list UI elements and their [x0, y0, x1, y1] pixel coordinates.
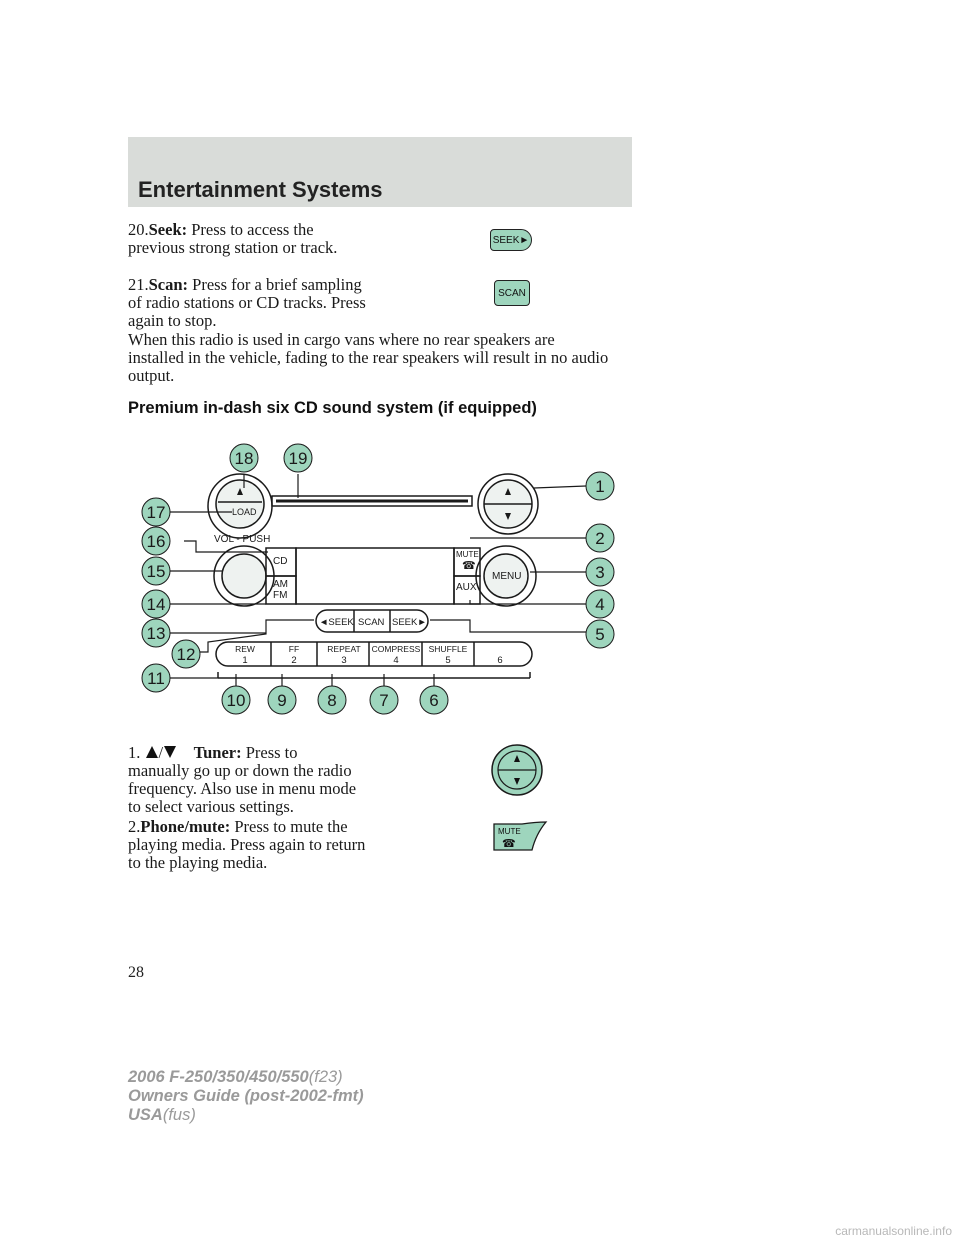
callout-17: 17 [146, 503, 166, 522]
callout-4: 4 [595, 595, 605, 614]
callout-5: 5 [595, 625, 605, 644]
document-footer [128, 1068, 364, 1125]
seek-right-label: SEEK► [392, 617, 427, 628]
aux-label: AUX [456, 582, 477, 593]
display-window [296, 548, 454, 604]
seek-description [128, 221, 337, 257]
item-term: Scan: [148, 275, 189, 294]
scan-icon-label: SCAN [498, 287, 526, 299]
callout-11: 11 [147, 669, 165, 688]
callout-15: 15 [146, 562, 166, 581]
callout-1: 1 [595, 477, 605, 496]
item-number: 1. [128, 743, 141, 762]
radio-diagram [128, 440, 632, 724]
item-number: 2. [128, 817, 141, 836]
cd-label: CD [273, 556, 288, 567]
item-text: of radio stations or CD tracks. Press [128, 293, 366, 312]
callout-2: 2 [595, 529, 605, 548]
callout-3: 3 [595, 563, 605, 582]
tuner-down-arrow-icon [163, 745, 177, 759]
cargo-van-note [128, 331, 608, 385]
phone-mute-description [128, 818, 365, 872]
note-line: When this radio is used in cargo vans where no rear speakers are [128, 330, 555, 349]
item-text: Press to mute the [230, 817, 348, 836]
fm-label: FM [273, 590, 288, 601]
callout-12: 12 [176, 645, 196, 664]
section-header-band [128, 137, 632, 207]
preset-number: 3 [341, 655, 347, 666]
item-term: Phone/mute: [140, 817, 231, 836]
watermark: carmanualsonline.info [835, 1224, 952, 1238]
note-line: installed in the vehicle, fading to the rear speakers will result in no audio [128, 348, 609, 367]
callout-19: 19 [288, 449, 308, 468]
preset-number: 2 [291, 655, 297, 666]
preset-name: COMPRESS [371, 644, 421, 654]
callout-16: 16 [146, 532, 166, 551]
phone-mute-button-icon [492, 820, 548, 852]
tuner-description [128, 744, 356, 816]
item-term: Seek: [148, 220, 188, 239]
volume-knob-inner [222, 554, 266, 598]
diagram-phone-icon: ☎ [462, 560, 476, 572]
preset-number: 1 [242, 655, 248, 666]
callout-10: 10 [226, 691, 246, 710]
item-number: 20. [128, 220, 149, 239]
tuner-knob-icon [490, 743, 544, 797]
footer-market: USA [128, 1106, 163, 1124]
callout-7: 7 [379, 691, 389, 710]
item-term: Tuner: [193, 743, 242, 762]
load-knob-inner [216, 480, 264, 528]
section-heading: Premium in-dash six CD sound system (if equipped) [128, 399, 537, 417]
scan-label: SCAN [358, 617, 385, 628]
scan-description [128, 276, 366, 330]
preset-number: 4 [393, 655, 399, 666]
item-text: to select various settings. [128, 797, 294, 816]
seek-icon-label: SEEK► [492, 234, 530, 246]
callout-6: 6 [429, 691, 439, 710]
item-text: previous strong station or track. [128, 238, 338, 257]
phone-icon: ☎ [502, 838, 516, 850]
callout-18: 18 [234, 449, 254, 468]
tuner-separator: / [158, 743, 164, 762]
note-line: output. [128, 366, 175, 385]
section-title: Entertainment Systems [138, 177, 383, 202]
preset-number: 5 [445, 655, 451, 666]
item-text: to the playing media. [128, 853, 268, 872]
scan-button-icon [494, 280, 530, 306]
seek-button-icon [490, 229, 532, 251]
item-text: playing media. Press again to return [128, 835, 366, 854]
vol-push-label: VOL - PUSH [214, 534, 271, 545]
preset-name: REW [235, 644, 255, 654]
item-text: frequency. Also use in menu mode [128, 779, 357, 798]
item-text: manually go up or down the radio [128, 761, 352, 780]
menu-label: MENU [492, 571, 522, 582]
callout-13: 13 [146, 624, 166, 643]
preset-name: SHUFFLE [428, 644, 468, 654]
callout-14: 14 [146, 595, 166, 614]
item-text: Press to access the [187, 220, 314, 239]
item-text: again to stop. [128, 311, 217, 330]
preset-name: FF [288, 644, 300, 654]
footer-market-code: (fus) [162, 1106, 196, 1124]
seek-left-label: ◄SEEK [319, 617, 354, 628]
preset-name: REPEAT [327, 644, 361, 654]
footer-guide: Owners Guide (post-2002-fmt) [128, 1087, 364, 1105]
load-label: LOAD [232, 507, 257, 517]
item-number: 21. [128, 275, 149, 294]
footer-code: (f23) [308, 1068, 343, 1086]
item-text: Press for a brief sampling [188, 275, 362, 294]
footer-model: 2006 F-250/350/450/550 [128, 1068, 309, 1086]
mute-icon-label: MUTE [498, 827, 521, 836]
page-number: 28 [128, 964, 144, 981]
item-text: Press to [241, 743, 298, 762]
mute-label: MUTE [456, 550, 479, 559]
callout-9: 9 [277, 691, 287, 710]
am-label: AM [273, 579, 288, 590]
preset-number: 6 [497, 655, 503, 666]
callout-8: 8 [327, 691, 337, 710]
tuner-up-arrow-icon [145, 745, 159, 759]
